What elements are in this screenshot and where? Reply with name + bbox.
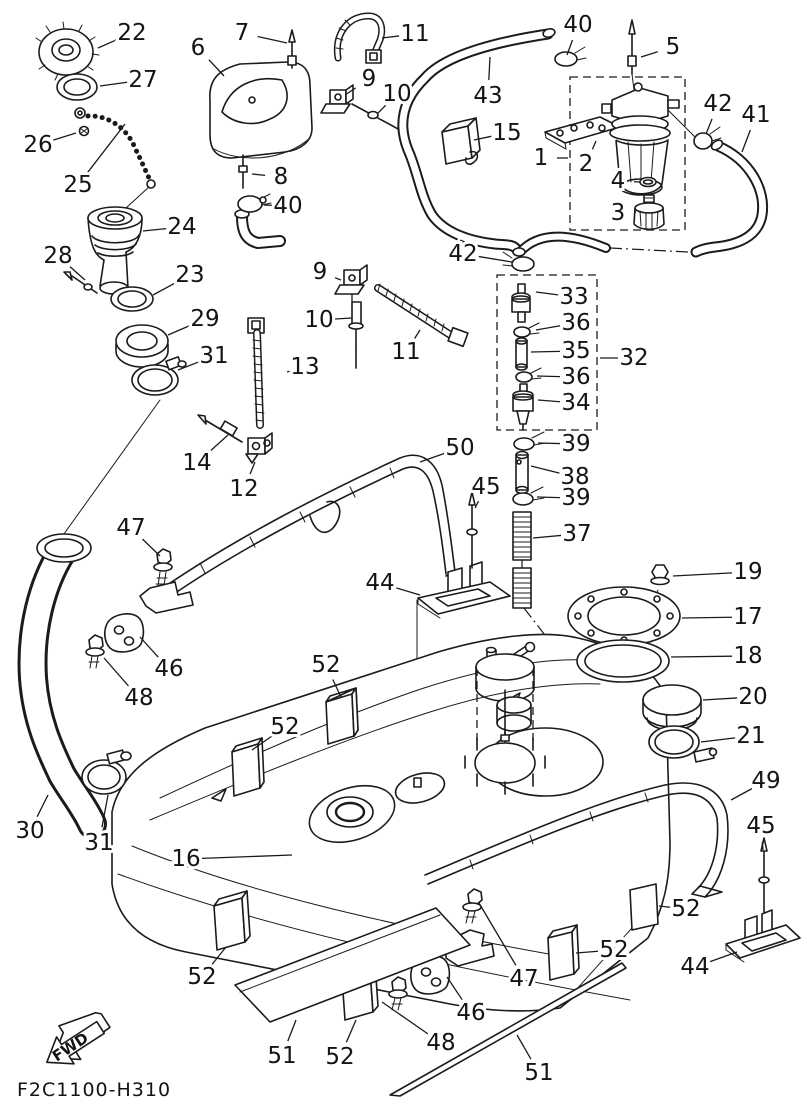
callout-label: 31 bbox=[199, 343, 229, 369]
pin-8 bbox=[239, 155, 247, 188]
callout-label: 40 bbox=[563, 12, 593, 38]
callout-label: 51 bbox=[524, 1060, 554, 1086]
callout-leader bbox=[209, 435, 228, 452]
callout-leader bbox=[382, 1002, 428, 1034]
callout-leader bbox=[536, 326, 560, 330]
callout-leader bbox=[671, 656, 732, 657]
cable-tie-top bbox=[336, 16, 382, 63]
callout-leader bbox=[143, 539, 160, 556]
callout-leader bbox=[731, 789, 752, 800]
callout-label: 43 bbox=[473, 83, 503, 109]
clip-12 bbox=[246, 433, 272, 463]
callout-leader bbox=[762, 842, 763, 850]
callout-label: 15 bbox=[492, 120, 522, 146]
pin-14 bbox=[198, 415, 242, 442]
callout-leader bbox=[701, 738, 735, 742]
callout-label: 29 bbox=[190, 306, 220, 332]
callout-label: 48 bbox=[124, 685, 154, 711]
callout-label: 45 bbox=[746, 813, 776, 839]
callout-leader bbox=[104, 658, 128, 686]
callout-leader bbox=[536, 292, 558, 295]
callout-leader bbox=[682, 617, 732, 618]
callout-label: 11 bbox=[391, 339, 421, 365]
callout-label: 46 bbox=[456, 1000, 486, 1026]
callout-label: 26 bbox=[23, 132, 53, 158]
callout-label: 3 bbox=[610, 200, 626, 226]
callout-leader bbox=[538, 400, 560, 402]
hose-clip-mid bbox=[335, 265, 367, 306]
gasket-18 bbox=[577, 640, 669, 682]
callout-leader bbox=[415, 330, 420, 339]
callout-label: 18 bbox=[733, 643, 763, 669]
callout-leader bbox=[531, 351, 560, 352]
callout-leader bbox=[287, 371, 290, 372]
callout-leader bbox=[479, 257, 512, 262]
callout-label: 30 bbox=[15, 818, 45, 844]
callout-label: 50 bbox=[445, 435, 475, 461]
cable-tie-mid bbox=[378, 284, 468, 346]
filter-pin-5 bbox=[628, 20, 636, 90]
fuel-pickup-tubes bbox=[513, 432, 545, 608]
callout-leader bbox=[346, 1020, 356, 1042]
cable-tie-13 bbox=[248, 318, 264, 425]
callout-leader bbox=[209, 60, 224, 76]
callout-label: 9 bbox=[361, 66, 377, 92]
callout-label: 39 bbox=[561, 485, 591, 511]
callout-leader bbox=[706, 119, 712, 134]
callout-leader bbox=[288, 1020, 296, 1041]
callout-leader bbox=[592, 141, 596, 149]
callout-leader bbox=[335, 318, 352, 319]
pad-52 bbox=[326, 688, 358, 744]
callout-leader bbox=[533, 535, 561, 538]
callout-label: 34 bbox=[561, 390, 591, 416]
callout-label: 49 bbox=[751, 768, 781, 794]
strap-bracket-rear bbox=[726, 910, 800, 962]
callout-label: 44 bbox=[365, 570, 395, 596]
callout-leader bbox=[537, 376, 560, 377]
fuel-line-elbow bbox=[503, 237, 606, 272]
filter-oring-4 bbox=[640, 178, 656, 187]
callout-leader bbox=[98, 39, 117, 48]
corrugated-hose-37 bbox=[513, 512, 531, 608]
callout-label: 11 bbox=[400, 21, 430, 47]
callout-leader bbox=[531, 466, 559, 473]
callout-label: 39 bbox=[561, 431, 591, 457]
callout-label: 32 bbox=[619, 345, 649, 371]
strap-pin-rear bbox=[759, 838, 769, 912]
callout-label: 28 bbox=[43, 243, 73, 269]
rubber-damper-15 bbox=[442, 118, 480, 164]
valve-33 bbox=[512, 284, 530, 322]
nut-19 bbox=[651, 565, 669, 585]
fwd-label: FWD bbox=[48, 1028, 92, 1066]
callout-leader bbox=[489, 57, 490, 80]
callout-leader bbox=[53, 133, 76, 140]
callout-leader bbox=[537, 497, 560, 498]
callout-leader bbox=[143, 229, 166, 231]
callout-label: 7 bbox=[234, 20, 250, 46]
callout-label: 1 bbox=[533, 145, 549, 171]
callout-leader bbox=[673, 573, 732, 576]
mount-assembly-left bbox=[86, 549, 193, 668]
filter-cup-3 bbox=[634, 195, 664, 229]
callout-label: 52 bbox=[187, 964, 217, 990]
callout-label: 14 bbox=[182, 450, 212, 476]
cap-20 bbox=[643, 685, 701, 730]
callout-label: 10 bbox=[382, 81, 412, 107]
fuel-hose-41 bbox=[696, 138, 763, 252]
callout-leader bbox=[153, 283, 176, 295]
callout-label: 36 bbox=[561, 310, 591, 336]
tube-35 bbox=[516, 338, 527, 370]
callout-label: 12 bbox=[229, 476, 259, 502]
callout-label: 48 bbox=[426, 1030, 456, 1056]
strap-bracket-front bbox=[418, 562, 510, 618]
callout-leader bbox=[395, 588, 420, 595]
callout-label: 52 bbox=[270, 714, 300, 740]
callout-label: 36 bbox=[561, 364, 591, 390]
callout-label: 42 bbox=[448, 241, 478, 267]
callout-leader bbox=[703, 698, 737, 700]
pad-52 bbox=[548, 925, 579, 980]
callout-leader bbox=[140, 637, 158, 657]
callout-leader bbox=[100, 82, 127, 86]
callout-label: 6 bbox=[190, 35, 206, 61]
callout-label: 17 bbox=[733, 604, 763, 630]
callout-label: 51 bbox=[267, 1043, 297, 1069]
drawing-code: F2C1100-H310 bbox=[17, 1079, 172, 1101]
tank-strap-front bbox=[150, 455, 455, 607]
clamp-36b bbox=[516, 372, 532, 382]
callout-label: 52 bbox=[325, 1044, 355, 1070]
callout-label: 2 bbox=[578, 151, 594, 177]
callout-leader bbox=[538, 443, 560, 444]
callout-label: 52 bbox=[599, 937, 629, 963]
strap-pin-front bbox=[467, 492, 477, 568]
filter-bracket-2 bbox=[545, 117, 620, 149]
callout-leader bbox=[517, 1035, 531, 1059]
callout-leader bbox=[258, 36, 287, 43]
callout-label: 8 bbox=[273, 164, 289, 190]
callout-label: 41 bbox=[741, 102, 771, 128]
callout-leader bbox=[335, 278, 341, 280]
callout-label: 24 bbox=[167, 214, 197, 240]
pad-52 bbox=[214, 891, 250, 950]
cover-pin-7 bbox=[288, 30, 296, 68]
electrical-cover bbox=[210, 62, 312, 158]
callout-label: 52 bbox=[311, 652, 341, 678]
callout-label: 23 bbox=[175, 262, 205, 288]
callout-label: 38 bbox=[560, 464, 590, 490]
callout-label: 9 bbox=[312, 259, 328, 285]
callout-label: 25 bbox=[63, 172, 93, 198]
callout-label: 40 bbox=[273, 193, 303, 219]
callout-label: 47 bbox=[509, 966, 539, 992]
callout-label: 52 bbox=[671, 896, 701, 922]
callout-label: 31 bbox=[84, 830, 114, 856]
callout-leader bbox=[250, 462, 255, 474]
fwd-arrow bbox=[34, 1003, 116, 1076]
clamp-36a bbox=[514, 327, 530, 337]
callout-leader bbox=[168, 325, 190, 335]
callout-leader bbox=[710, 952, 737, 962]
callout-label: 47 bbox=[116, 515, 146, 541]
callout-label: 45 bbox=[471, 474, 501, 500]
callout-leader bbox=[641, 52, 658, 57]
callout-label: 37 bbox=[562, 521, 592, 547]
callout-leader bbox=[252, 174, 265, 175]
callout-label: 35 bbox=[561, 338, 591, 364]
flange-17 bbox=[568, 587, 680, 645]
callout-leader bbox=[88, 124, 125, 172]
callout-label: 46 bbox=[154, 656, 184, 682]
callout-label: 5 bbox=[665, 34, 681, 60]
callout-leader bbox=[37, 795, 48, 817]
callout-label: 33 bbox=[559, 284, 589, 310]
callout-label: 21 bbox=[736, 723, 766, 749]
callout-label: 42 bbox=[703, 91, 733, 117]
callout-leader bbox=[742, 130, 750, 152]
callout-label: 22 bbox=[117, 20, 147, 46]
callout-label: 13 bbox=[290, 354, 320, 380]
callout-label: 19 bbox=[733, 559, 763, 585]
callout-label: 10 bbox=[304, 307, 334, 333]
callout-label: 27 bbox=[128, 67, 158, 93]
valve-34 bbox=[513, 384, 533, 430]
callout-label: 16 bbox=[171, 846, 201, 872]
pad-52 bbox=[232, 738, 264, 796]
callout-label: 20 bbox=[738, 684, 768, 710]
callout-label: 4 bbox=[610, 168, 626, 194]
callout-label: 44 bbox=[680, 954, 710, 980]
fuel-filter-assembly bbox=[545, 20, 721, 230]
pin-10-mid bbox=[349, 302, 363, 368]
